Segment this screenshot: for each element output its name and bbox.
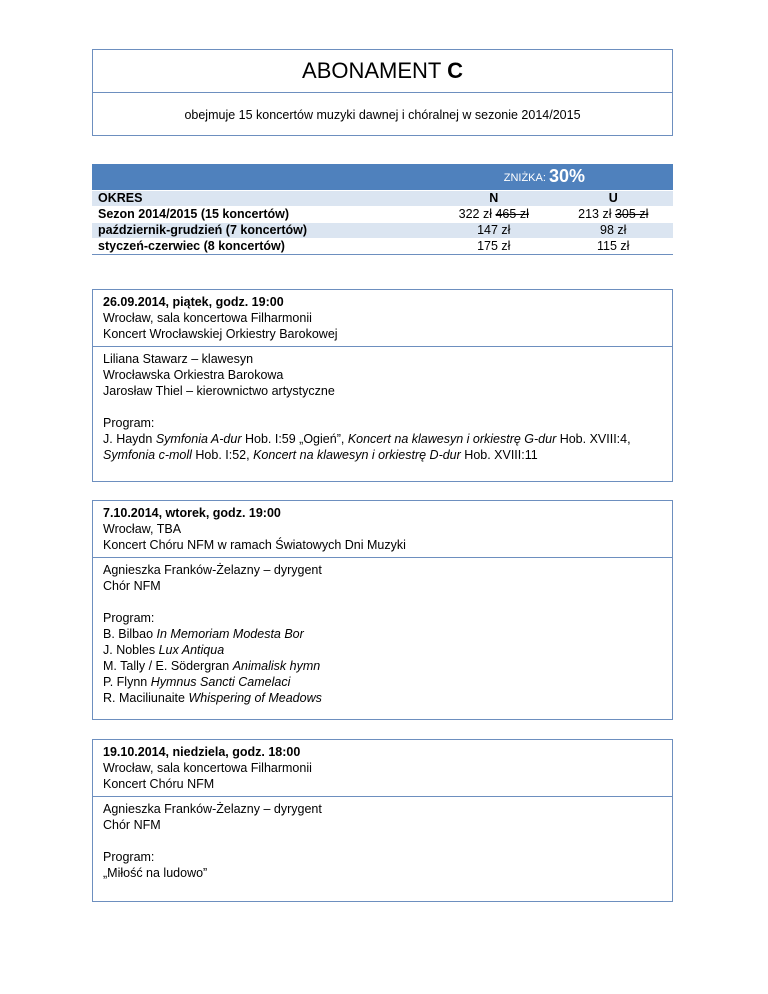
discount-value: 30% — [548, 165, 585, 186]
title-letter: C — [447, 58, 463, 83]
price-row-label: styczeń-czerwiec (8 koncertów) — [92, 239, 434, 255]
program-work: In Memoriam Modesta Bor — [156, 627, 304, 641]
program-work: Whispering of Meadows — [188, 691, 322, 705]
event-card-2 — [92, 500, 673, 720]
program-work: Koncert na klawesyn i orkiestrę D-dur — [253, 448, 461, 462]
program-line — [103, 658, 662, 674]
price-row — [92, 207, 673, 223]
price-n — [434, 207, 554, 223]
price-n: 147 zł — [434, 223, 554, 239]
event-card-3 — [92, 739, 673, 902]
col-u: U — [554, 191, 674, 207]
event-info — [93, 501, 672, 558]
performer: Chór NFM — [103, 579, 161, 593]
header-box — [92, 49, 673, 136]
event-place: Wrocław, TBA — [103, 522, 182, 536]
program-work: Hymnus Sancti Camelaci — [150, 675, 291, 689]
price-row-label: październik-grudzień (7 koncertów) — [92, 223, 434, 239]
discount-band — [92, 164, 673, 191]
price-row — [92, 239, 673, 255]
page-title — [93, 50, 672, 93]
program-label: Program: — [103, 850, 155, 864]
performer: Jarosław Thiel – kierownictwo artystyczne — [103, 384, 335, 398]
program-composer: R. Maciliunaite — [103, 691, 189, 705]
performer: Wrocławska Orkiestra Barokowa — [103, 368, 284, 382]
price-row — [92, 223, 673, 239]
event-details — [93, 797, 672, 885]
event-details — [93, 347, 672, 467]
program-text: Hob. XVIII:11 — [460, 448, 538, 462]
discount-cell — [92, 164, 673, 191]
title-prefix: ABONAMENT — [302, 58, 448, 83]
program-composer: B. Bilbao — [103, 627, 157, 641]
event-title: Koncert Wrocławskiej Orkiestry Barokowej — [103, 327, 338, 341]
program-line — [103, 674, 662, 690]
program-work: Symfonia c-moll — [103, 448, 192, 462]
program-work: Lux Antiqua — [158, 643, 225, 657]
event-date: 19.10.2014, niedziela, godz. 18:00 — [103, 745, 301, 759]
event-details — [93, 558, 672, 710]
price-row-label: Sezon 2014/2015 (15 koncertów) — [92, 207, 434, 223]
price-table — [92, 164, 673, 255]
program-line — [103, 642, 662, 658]
event-card-1 — [92, 289, 673, 482]
program-line: „Miłość na ludowo” — [103, 866, 208, 880]
program-label: Program: — [103, 416, 155, 430]
col-period: OKRES — [92, 191, 434, 207]
page-subtitle: obejmuje 15 koncertów muzyki dawnej i chóralnej w sezonie 2014/2015 — [184, 108, 581, 122]
program-text: Hob. I:59 „Ogień”, — [241, 432, 348, 446]
program-work: Koncert na klawesyn i orkiestrę G-dur — [347, 432, 557, 446]
event-title: Koncert Chóru NFM — [103, 777, 215, 791]
performer: Agnieszka Franków-Żelazny – dyrygent — [103, 563, 322, 577]
price-u — [554, 207, 674, 223]
program-composer: M. Tally / E. Södergran — [103, 659, 233, 673]
event-place: Wrocław, sala koncertowa Filharmonii — [103, 311, 312, 325]
price-u-value: 213 zł — [578, 207, 612, 221]
program-label: Program: — [103, 611, 155, 625]
price-u: 98 zł — [554, 223, 674, 239]
program-work: Animalisk hymn — [232, 659, 321, 673]
program-line — [103, 431, 662, 447]
program-line — [103, 626, 662, 642]
program-work: Symfonia A-dur — [155, 432, 242, 446]
program-text: Hob. XVIII:4, — [556, 432, 631, 446]
performer: Chór NFM — [103, 818, 161, 832]
program-composer: P. Flynn — [103, 675, 151, 689]
program-composer: J. Nobles — [103, 643, 159, 657]
col-n: N — [434, 191, 554, 207]
discount-label: ZNIŻKA: — [503, 171, 546, 184]
price-u: 115 zł — [554, 239, 674, 255]
performer: Liliana Stawarz – klawesyn — [103, 352, 254, 366]
price-n-value: 322 zł — [458, 207, 492, 221]
price-n: 175 zł — [434, 239, 554, 255]
price-n-old: 465 zł — [495, 207, 529, 221]
price-header-row — [92, 191, 673, 207]
event-info — [93, 740, 672, 797]
event-title: Koncert Chóru NFM w ramach Światowych Dni Muzyki — [103, 538, 406, 552]
price-u-old: 305 zł — [614, 207, 649, 221]
performer: Agnieszka Franków-Żelazny – dyrygent — [103, 802, 322, 816]
program-line — [103, 690, 662, 706]
event-date: 7.10.2014, wtorek, godz. 19:00 — [103, 506, 281, 520]
program-text: J. Haydn — [103, 432, 156, 446]
event-date: 26.09.2014, piątek, godz. 19:00 — [103, 295, 284, 309]
program-line — [103, 447, 662, 463]
event-place: Wrocław, sala koncertowa Filharmonii — [103, 761, 312, 775]
event-info — [93, 290, 672, 347]
program-text: Hob. I:52, — [191, 448, 254, 462]
